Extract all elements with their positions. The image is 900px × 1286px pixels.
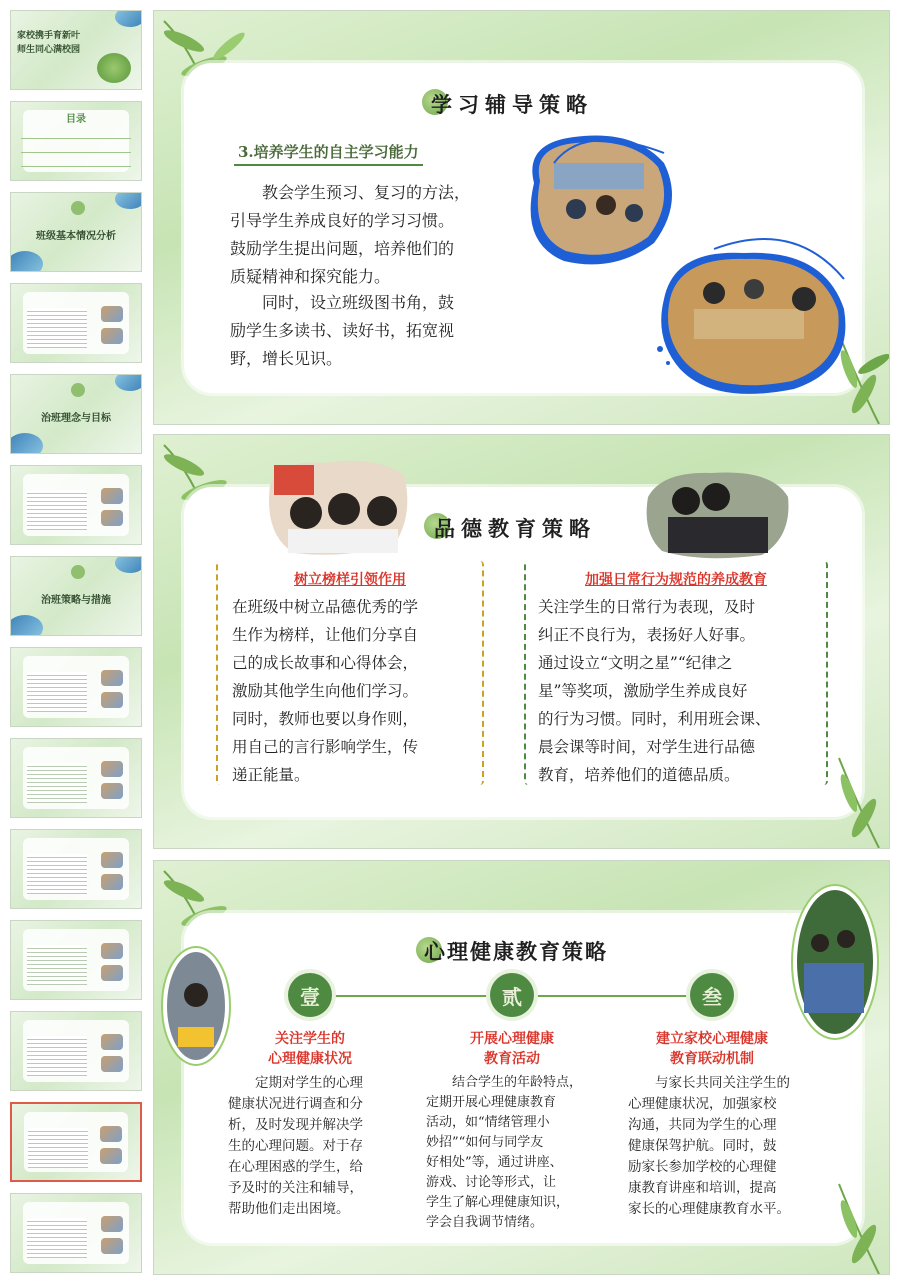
slide-title[interactable]: 品德教育策略 [434, 516, 596, 541]
thumbnail-photo [101, 1056, 123, 1072]
text-line: 己的成长故事和心得体会， [232, 654, 419, 672]
thumbnail-text-lines [28, 1128, 88, 1168]
text-line: 析，及时发现并解决学 [228, 1117, 363, 1133]
section-number-icon [71, 383, 85, 397]
paragraph-study-habits[interactable] [230, 179, 520, 291]
classroom-photo-blob-2 [654, 229, 854, 409]
decoration [115, 556, 142, 573]
thumbnail-photo [101, 852, 123, 868]
slide-thumbnail-5[interactable] [10, 374, 142, 454]
badge-one: 壹 [288, 973, 332, 1017]
thumbnail-title: 治班理念与目标 [41, 413, 111, 424]
thumbnail-title: 家校携手育新叶 师生同心满校园 [17, 31, 81, 55]
slide-title[interactable]: 心理健康教育策略 [424, 939, 608, 964]
text-line: 同时，设立班级图书角，鼓 [262, 293, 455, 312]
slide-thumbnail-10[interactable] [10, 829, 142, 909]
text-line: 关注学生的 [275, 1031, 345, 1047]
text-line: 同时，教师也要以身作则， [232, 710, 419, 728]
thumbnail-text-lines [27, 490, 87, 530]
text-line: 晨会课等时间，对学生进行品德 [538, 738, 756, 756]
text-line: 定期开展心理健康教育 [426, 1095, 557, 1110]
slide-learning-guidance[interactable] [153, 10, 890, 425]
column-text-home-school[interactable] [628, 1073, 818, 1220]
text-line: 星”等奖项，激励学生养成良好 [538, 682, 748, 700]
column-heading-monitor[interactable] [220, 1029, 400, 1069]
paragraph-book-corner[interactable] [230, 289, 520, 373]
text-line: 建立家校心理健康 [656, 1031, 768, 1047]
text-line: 帮助他们走出困境。 [228, 1201, 350, 1217]
text-line: 励家长参加学校的心理健 [628, 1159, 777, 1175]
thumbnail-photo [101, 965, 123, 981]
thumbnail-photo [101, 670, 123, 686]
text-line: 励学生多读书、读好书，拓宽视 [230, 321, 455, 340]
slide-thumbnail-2[interactable] [10, 101, 142, 181]
text-line: 心理健康状况 [268, 1051, 352, 1067]
text-line: 关注学生的日常行为表现，及时 [538, 598, 756, 616]
slide-thumbnail-11[interactable] [10, 920, 142, 1000]
text-line: 鼓励学生提出问题，培养他们的 [230, 239, 455, 258]
text-line: 通过设立“文明之星”“纪律之 [538, 654, 733, 672]
text-line: 健康保驾护航。同时，鼓 [628, 1138, 777, 1154]
text-line: 激励其他学生向他们学习。 [232, 682, 419, 700]
thumbnail-photo [100, 1126, 122, 1142]
text-line: 学会自我调节情绪。 [426, 1215, 544, 1230]
text-line: 教会学生预习、复习的方法， [262, 183, 471, 202]
decoration [10, 251, 43, 272]
column-text-monitor[interactable] [228, 1073, 404, 1220]
column-heading-home-school[interactable] [622, 1029, 802, 1069]
thumbnail-photo [101, 328, 123, 344]
text-line: 在班级中树立品德优秀的学 [232, 598, 419, 616]
slide-thumbnail-6[interactable] [10, 465, 142, 545]
text-line: 递正能量。 [232, 766, 310, 784]
text-line: 引导学生养成良好的学习习惯。 [230, 211, 455, 230]
thumbnail-title: 班级基本情况分析 [36, 231, 116, 242]
text-line: 教育活动 [484, 1051, 540, 1067]
thumbnail-title: 治班策略与措施 [41, 595, 111, 606]
thumbnail-photo [101, 1034, 123, 1050]
student-photo-oval-right [790, 883, 880, 1041]
text-line: 学生了解心理健康知识， [426, 1195, 570, 1210]
thumbnail-photo [101, 1238, 123, 1254]
thumbnail-photo [101, 306, 123, 322]
slide-thumbnail-panel [0, 0, 150, 1286]
column-text-activities[interactable] [426, 1073, 606, 1233]
text-line: 与家长共同关注学生的 [655, 1075, 790, 1091]
thumbnail-photo [101, 488, 123, 504]
text-line: 家长的心理健康教育水平。 [628, 1201, 790, 1217]
text-line: 结合学生的年龄特点， [452, 1075, 583, 1090]
decoration [10, 615, 43, 636]
text-line: 纠正不良行为，表扬好人好事。 [538, 626, 756, 644]
decoration [115, 10, 142, 27]
text-line: 定期对学生的心理 [255, 1075, 363, 1091]
text-line: 心理健康状况，加强家校 [628, 1096, 777, 1112]
slide-title[interactable]: 学习辅导策略 [431, 92, 593, 117]
text-line: 教育联动机制 [670, 1051, 754, 1067]
text-line: 质疑精神和探究能力。 [230, 267, 391, 286]
thumbnail-text-lines [27, 1036, 87, 1076]
students-photo-right [642, 467, 792, 562]
decoration [115, 192, 142, 209]
thumbnail-title: 目录 [66, 114, 86, 125]
thumbnail-photo [101, 783, 123, 799]
thumbnail-photo [101, 510, 123, 526]
behavior-norms-heading[interactable]: 加强日常行为规范的养成教育 [585, 572, 767, 588]
badge-two: 贰 [490, 973, 534, 1017]
text-line: 教育，培养他们的道德品质。 [538, 766, 740, 784]
slide-thumbnail-4[interactable] [10, 283, 142, 363]
text-line: 活动，如“情绪管理小 [426, 1115, 550, 1130]
text-line: 妙招”“如何与同学友 [426, 1135, 544, 1150]
decoration [115, 374, 142, 391]
slide-thumbnail-7[interactable] [10, 556, 142, 636]
column-heading-activities[interactable] [422, 1029, 602, 1069]
section-subheading[interactable]: 3.培养学生的自主学习能力 [234, 141, 423, 166]
text-line: 的行为习惯。同时，利用班会课、 [538, 710, 771, 728]
badge-three: 叁 [690, 973, 734, 1017]
role-model-heading[interactable]: 树立榜样引领作用 [294, 572, 406, 588]
thumbnail-photo [100, 1148, 122, 1164]
thumbnail-photo [101, 761, 123, 777]
text-line: 开展心理健康 [470, 1031, 554, 1047]
decoration [10, 433, 43, 454]
thumbnail-text-lines [27, 854, 87, 894]
text-line: 好相处”等，通过讲座、 [426, 1155, 563, 1170]
thumbnail-photo [101, 1216, 123, 1232]
text-line: 健康状况进行调查和分 [228, 1096, 363, 1112]
text-line: 生作为榜样，让他们分享自 [232, 626, 419, 644]
text-line: 野，增长见识。 [230, 349, 343, 368]
text-line: 生的心理问题。对于存 [228, 1138, 363, 1154]
role-model-text[interactable] [232, 593, 482, 789]
thumbnail-photo [101, 692, 123, 708]
section-number-icon [71, 201, 85, 215]
text-line: 游戏、讨论等形式，让 [426, 1175, 557, 1190]
slide-thumbnail-9[interactable] [10, 738, 142, 818]
thumbnail-photo [101, 874, 123, 890]
thumbnail-text-lines [27, 945, 87, 985]
slide-thumbnail-13[interactable] [10, 1102, 142, 1182]
slide-thumbnail-12[interactable] [10, 1011, 142, 1091]
thumbnail-photo [101, 943, 123, 959]
thumbnail-text-lines [27, 308, 87, 348]
slide-thumbnail-1[interactable] [10, 10, 142, 90]
thumbnail-text-lines [27, 672, 87, 712]
slide-mental-health[interactable] [153, 860, 890, 1275]
slide-moral-education[interactable] [153, 434, 890, 849]
thumbnail-text-lines [27, 763, 87, 803]
decoration [97, 53, 131, 83]
section-number-icon [71, 565, 85, 579]
slide-thumbnail-8[interactable] [10, 647, 142, 727]
text-line: 沟通，共同为学生的心理 [628, 1117, 777, 1133]
slide-thumbnail-14[interactable] [10, 1193, 142, 1273]
slide-thumbnail-3[interactable] [10, 192, 142, 272]
behavior-norms-text[interactable] [538, 593, 822, 789]
text-line: 康教育讲座和培训，提高 [628, 1180, 777, 1196]
students-photo-left [264, 455, 414, 560]
text-line: 用自己的言行影响学生，传 [232, 738, 419, 756]
text-line: 予及时的关注和辅导， [228, 1180, 363, 1196]
thumbnail-text-lines [27, 1218, 87, 1258]
text-line: 在心理困惑的学生，给 [228, 1159, 363, 1175]
